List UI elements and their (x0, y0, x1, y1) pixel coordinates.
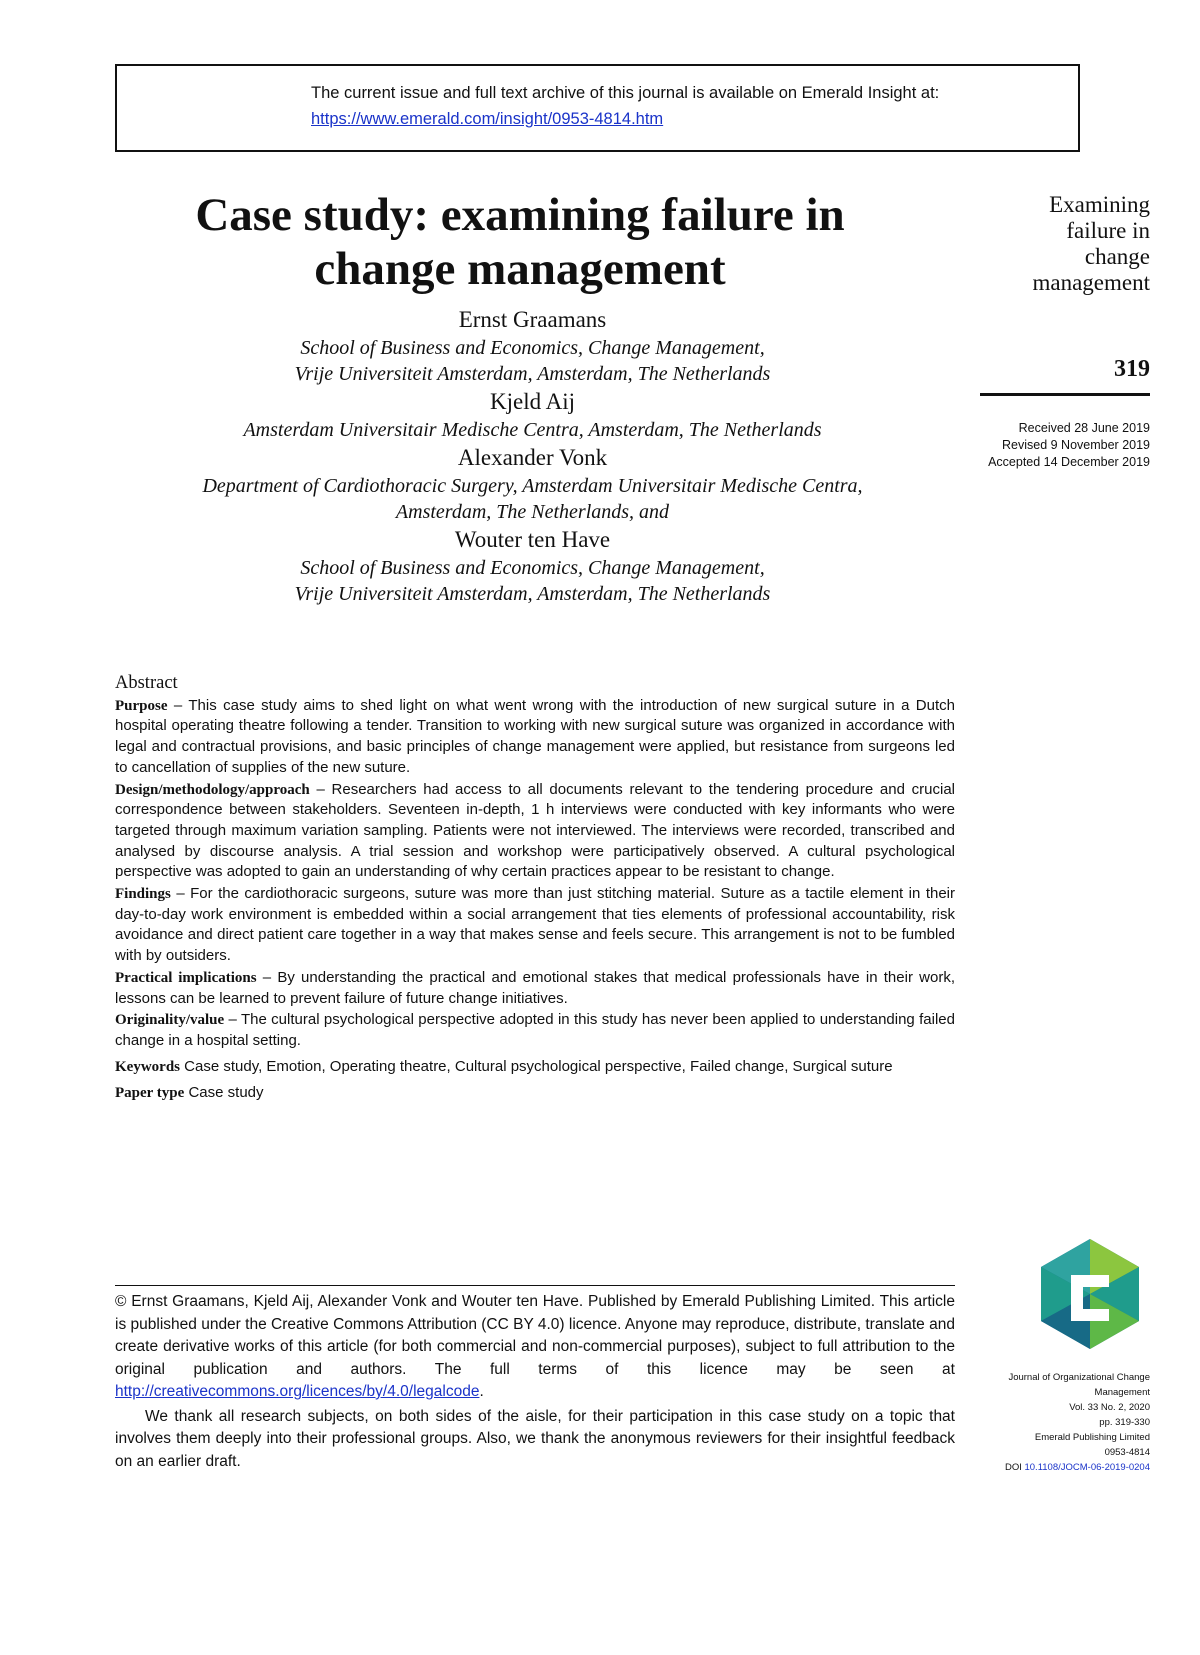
abstract-design (115, 780, 955, 884)
design-label: Design/methodology/approach (115, 781, 310, 798)
originality-text: – The cultural psychological perspective adopted in this study has never been applied to understanding failed change in a hospital setting. (115, 1011, 955, 1049)
journal-issn: 0953-4814 (1104, 1447, 1150, 1458)
journal-name-cont: Management (1094, 1387, 1150, 1398)
journal-availability-box (115, 64, 1080, 152)
doi-label: DOI (1004, 1462, 1025, 1473)
author-affiliation: Department of Cardiothoracic Surgery, Amsterdam Universitair Medische Centra, (202, 475, 863, 497)
journal-volume: Vol. 33 No. 2, 2020 (1069, 1402, 1150, 1413)
paper-type-text: Case study (184, 1084, 264, 1102)
journal-name: Journal of Organizational Change (1008, 1372, 1150, 1383)
journal-citation (950, 1370, 1150, 1475)
keywords (115, 1057, 955, 1078)
paper-type (115, 1083, 955, 1104)
author-affiliation: School of Business and Economics, Change Management, (300, 337, 765, 359)
practical-label: Practical implications (115, 969, 257, 986)
abstract-findings (115, 884, 955, 967)
practical-text: – By understanding the practical and emotional stakes that medical professionals have in their work, lessons can be learned to prevent failure of future change initiatives. (115, 968, 955, 1007)
availability-text: The current issue and full text archive of this journal is available on Emerald Insight at: (311, 84, 940, 102)
author-affiliation: School of Business and Economics, Change Management, (300, 557, 765, 579)
author-name: Alexander Vonk (457, 445, 608, 470)
title-line-1: Case study: examining failure in (195, 189, 845, 241)
article-dates (930, 420, 1150, 471)
running-title-line: change (1084, 244, 1150, 269)
author-list (115, 305, 950, 607)
article-title (115, 188, 925, 296)
keywords-text: Case study, Emotion, Operating theatre, Cultural psychological perspective, Failed change, Surgical suture (180, 1057, 893, 1075)
page-number: 319 (1114, 356, 1150, 382)
author-affiliation: Vrije Universiteit Amsterdam, Amsterdam, The Netherlands (294, 583, 771, 605)
keywords-label: Keywords (115, 1058, 180, 1075)
purpose-label: Purpose (115, 697, 168, 714)
footnote-divider (115, 1285, 955, 1286)
running-title-line: management (1032, 270, 1150, 295)
journal-publisher: Emerald Publishing Limited (1034, 1432, 1150, 1443)
licence-end: . (479, 1383, 484, 1400)
author-name: Ernst Graamans (458, 307, 607, 332)
licence-link[interactable]: http://creativecommons.org/licences/by/4.0/legalcode (115, 1383, 480, 1400)
footnote (115, 1291, 955, 1473)
journal-url-link[interactable]: https://www.emerald.com/insight/0953-4814.htm (311, 110, 664, 128)
paper-type-label: Paper type (115, 1085, 185, 1102)
revised-date: Revised 9 November 2019 (1002, 438, 1150, 452)
abstract-originality (115, 1010, 955, 1051)
emerald-publishing-logo-icon (1041, 1239, 1139, 1349)
copyright-text: © Ernst Graamans, Kjeld Aij, Alexander Vonk and Wouter ten Have. Published by Emerald Publishing Limited. This article is published under the Creative Commons Attribution (CC BY 4.0) licence. Anyone may reproduce, distribute, translate and create derivative works of this article (for both commercial and non-commercial purposes), subject to full attribution to the original publication and authors. The full terms of this licence may be seen at (115, 1293, 955, 1378)
journal-pages: pp. 319-330 (1099, 1417, 1150, 1428)
doi-link[interactable]: 10.1108/JOCM-06-2019-0204 (1024, 1462, 1150, 1473)
journal-doi (950, 1460, 1150, 1475)
author-name: Wouter ten Have (454, 527, 611, 552)
purpose-text: – This case study aims to shed light on what went wrong with the introduction of new surgical suture in a Dutch hospital operating theatre following a tender. Transition to working with new surgical suture was organized in accordance with legal and contractual provisions, and basic principles of change management were applied, but resistance from surgeons led to cancellation of supplies of the new suture. (115, 696, 955, 776)
title-line-2: change management (314, 243, 726, 295)
findings-label: Findings (115, 886, 171, 903)
running-title (930, 192, 1150, 296)
author-affiliation: Vrije Universiteit Amsterdam, Amsterdam, The Netherlands (294, 363, 771, 385)
abstract-purpose (115, 696, 955, 779)
abstract-practical (115, 968, 955, 1009)
running-title-line: failure in (1066, 218, 1150, 243)
author-affiliation: Amsterdam Universitair Medische Centra, Amsterdam, The Netherlands (243, 419, 822, 441)
findings-text: – For the cardiothoracic surgeons, suture was more than just stitching material. Suture as a tactile element in their day-to-day work environment is embedded within a social arrangement that ties elements of professional accountability, risk avoidance and direct patient care together in a way that makes sense and feels secure. This arrangement is not to be fumbled with by outsiders. (115, 885, 955, 965)
acknowledgements: We thank all research subjects, on both sides of the aisle, for their participation in this case study on a topic that involves them deeply into their professional groups. Also, we thank the anonymous reviewers for their insightful feedback on an earlier draft. (115, 1407, 955, 1470)
accepted-date: Accepted 14 December 2019 (988, 455, 1150, 469)
abstract-section (115, 673, 955, 1105)
originality-label: Originality/value (115, 1012, 225, 1029)
abstract-heading: Abstract (115, 673, 178, 693)
author-affiliation: Amsterdam, The Netherlands, and (395, 501, 670, 523)
design-text: – Researchers had access to all documents relevant to the tendering procedure and crucial correspondence between stakeholders. Seventeen in-depth, 1 h interviews were conducted with key informants who were targeted through maximum variation sampling. Patients were not interviewed. The interviews were recorded, transcribed and analysed by discourse analysis. A trial session and workshop were participatively observed. A cultural psychological perspective was adopted to gain an understanding of why certain practices appear to be resistant to change. (115, 780, 955, 881)
author-name: Kjeld Aij (490, 389, 575, 414)
copyright-notice (115, 1291, 955, 1404)
running-title-line: Examining (1049, 192, 1150, 217)
received-date: Received 28 June 2019 (1018, 421, 1150, 435)
side-divider (980, 393, 1150, 396)
